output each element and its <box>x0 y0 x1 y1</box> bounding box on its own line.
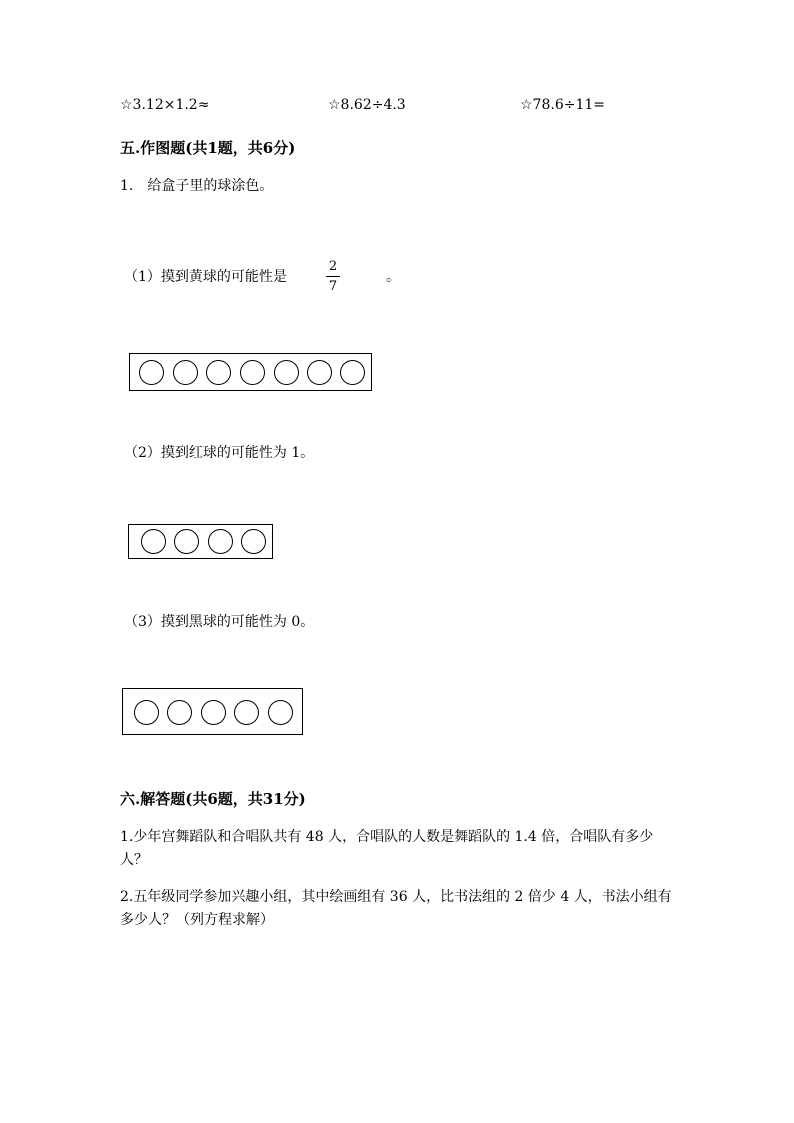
ball-circle[interactable] <box>274 360 299 385</box>
problem-1-text: 1.少年宫舞蹈队和合唱队共有 48 人，合唱队的人数是舞蹈队的 1.4 倍，合唱队有多少人？ <box>120 829 654 868</box>
ball-circle[interactable] <box>206 360 231 385</box>
fraction-numerator: 2 <box>328 259 338 274</box>
ball-circle[interactable] <box>174 529 199 554</box>
estimate-item-1: ☆3.12×1.2≈ <box>120 97 210 113</box>
ball-circle[interactable] <box>234 700 259 725</box>
section-five-heading: 五.作图题(共1题，共6分) <box>120 139 296 157</box>
ball-circle[interactable] <box>201 700 226 725</box>
estimate-item-3: ☆78.6÷11= <box>520 97 605 113</box>
problem-2-text: 2.五年级同学参加兴趣小组，其中绘画组有 36 人，比书法组的 2 倍少 4 人，书法小组有多少人？（列方程求解） <box>120 889 672 928</box>
ball-circle[interactable] <box>240 360 265 385</box>
ball-circle[interactable] <box>208 529 233 554</box>
ball-circle[interactable] <box>141 529 166 554</box>
probability-fraction <box>326 260 340 294</box>
part-2-text: （2）摸到红球的可能性为 1。 <box>124 445 315 461</box>
ball-circle[interactable] <box>139 360 164 385</box>
ball-circle[interactable] <box>167 700 192 725</box>
ball-circle[interactable] <box>340 360 365 385</box>
ball-circle[interactable] <box>134 700 159 725</box>
ball-circle[interactable] <box>241 529 266 554</box>
ball-box-2 <box>128 524 273 559</box>
fraction-denominator: 7 <box>328 279 338 294</box>
part-1-suffix: 。 <box>386 269 400 285</box>
ball-box-1 <box>129 353 372 391</box>
ball-box-3 <box>122 688 303 735</box>
estimate-item-2: ☆8.62÷4.3 <box>328 97 406 113</box>
ball-circle[interactable] <box>268 700 293 725</box>
fraction-bar <box>326 276 340 277</box>
question-1-prompt: 1. 给盒子里的球涂色。 <box>120 178 274 194</box>
section-six-heading: 六.解答题(共6题，共31分) <box>120 790 306 808</box>
part-3-text: （3）摸到黑球的可能性为 0。 <box>124 614 315 630</box>
ball-circle[interactable] <box>173 360 198 385</box>
part-1-text: （1）摸到黄球的可能性是 <box>124 269 287 285</box>
ball-circle[interactable] <box>307 360 332 385</box>
